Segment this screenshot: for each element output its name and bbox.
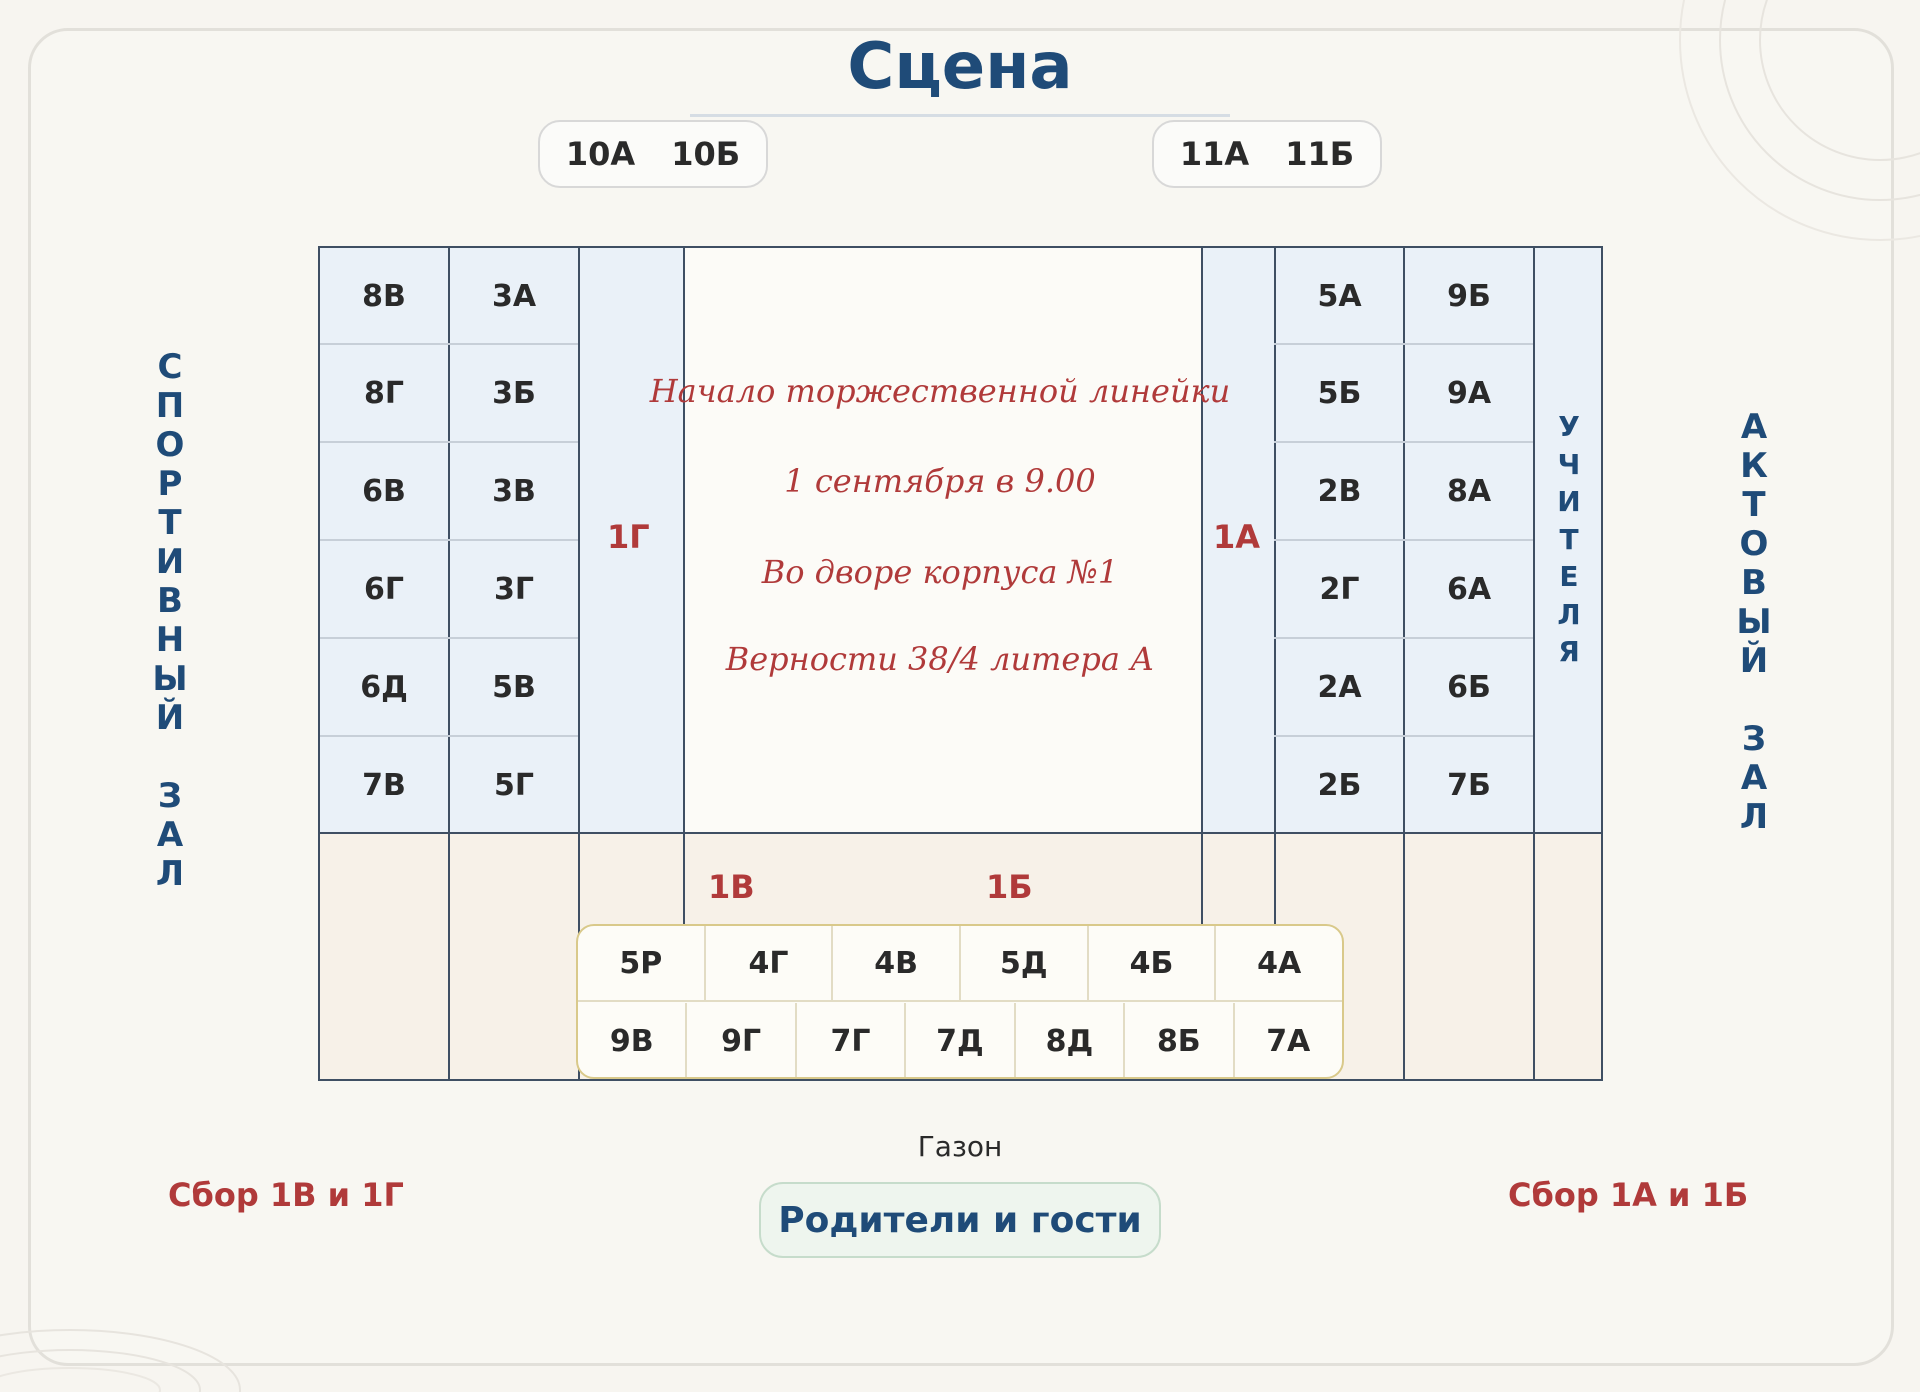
bottom-row-1 xyxy=(578,926,1342,1002)
class-cell: 4Г xyxy=(706,926,834,1000)
announcement-line-3: Во дворе корпуса №1 xyxy=(761,553,1119,591)
class-cell: 5Б xyxy=(1317,375,1362,411)
class-cell: 2Б xyxy=(1317,767,1362,803)
class-cell: 6Г xyxy=(364,571,404,607)
pill-10-classes xyxy=(538,120,768,188)
center-announcement-area xyxy=(684,248,1202,833)
class-cell: 8Д xyxy=(1016,1003,1125,1079)
announcement-line-1: Начало торжественной линейки xyxy=(649,372,1231,410)
class-11b: 11Б xyxy=(1285,135,1355,173)
gather-right-label: Сбор 1А и 1Б xyxy=(1508,1176,1749,1214)
class-cell: 5Д xyxy=(961,926,1089,1000)
class-1v-label: 1В xyxy=(708,868,755,906)
class-cell: 4Б xyxy=(1089,926,1217,1000)
class-cell: 5Р xyxy=(578,926,706,1000)
class-cell: 6Д xyxy=(360,669,408,705)
bottom-class-block xyxy=(576,924,1344,1079)
bottom-row-2 xyxy=(578,1003,1342,1079)
class-cell: 3А xyxy=(491,278,537,314)
parents-guests-badge: Родители и гости xyxy=(759,1182,1161,1258)
announcement-line-4: Верности 38/4 литера А xyxy=(725,640,1155,678)
class-cell: 9Б xyxy=(1447,278,1491,314)
class-cell: 5В xyxy=(492,669,536,705)
class-cell: 7В xyxy=(362,767,406,803)
class-cell: 6А xyxy=(1446,571,1492,607)
class-cell: 7Г xyxy=(797,1003,906,1079)
class-cell: 8В xyxy=(362,278,406,314)
class-cell: 8Г xyxy=(364,375,404,411)
assembly-hall-label: А К Т О В Ы Й З А Л xyxy=(1736,407,1772,837)
class-1g-label: 1Г xyxy=(607,518,650,556)
class-1a-label: 1А xyxy=(1213,518,1261,556)
class-10a: 10А xyxy=(565,135,636,173)
pill-11-classes xyxy=(1152,120,1382,188)
class-cell: 8А xyxy=(1446,473,1492,509)
class-cell: 7Д xyxy=(906,1003,1015,1079)
gather-left-label: Сбор 1В и 1Г xyxy=(168,1176,404,1214)
stage-underline xyxy=(690,114,1230,117)
class-cell: 7Б xyxy=(1447,767,1491,803)
class-cell: 7А xyxy=(1266,1023,1311,1059)
lawn-label: Газон xyxy=(917,1130,1003,1163)
class-cell: 3В xyxy=(492,473,536,509)
stage-title: Сцена xyxy=(847,30,1073,104)
class-cell: 4В xyxy=(833,926,961,1000)
class-cell: 9Г xyxy=(687,1003,796,1079)
class-cell: 2В xyxy=(1317,473,1362,509)
announcement-line-2: 1 сентября в 9.00 xyxy=(784,462,1096,500)
class-cell: 5Г xyxy=(494,767,534,803)
class-11a: 11А xyxy=(1179,135,1250,173)
class-1b-label: 1Б xyxy=(986,868,1033,906)
class-10b: 10Б xyxy=(671,135,741,173)
grid-line xyxy=(1533,248,1535,1081)
teachers-label: У Ч И Т Е Л Я xyxy=(1557,410,1581,668)
class-cell: 9А xyxy=(1446,375,1492,411)
class-cell: 5А xyxy=(1317,278,1362,314)
class-cell: 3Г xyxy=(494,571,534,607)
class-cell: 8Б xyxy=(1125,1003,1234,1079)
class-cell: 2Г xyxy=(1319,571,1360,607)
class-cell: 6В xyxy=(362,473,406,509)
class-cell: 6Б xyxy=(1447,669,1491,705)
class-cell: 9В xyxy=(578,1003,687,1079)
class-cell: 2А xyxy=(1317,669,1362,705)
class-cell: 4А xyxy=(1257,945,1302,981)
sports-hall-label: С П О Р Т И В Н Ы Й З А Л xyxy=(152,347,188,894)
class-cell: 3Б xyxy=(492,375,536,411)
